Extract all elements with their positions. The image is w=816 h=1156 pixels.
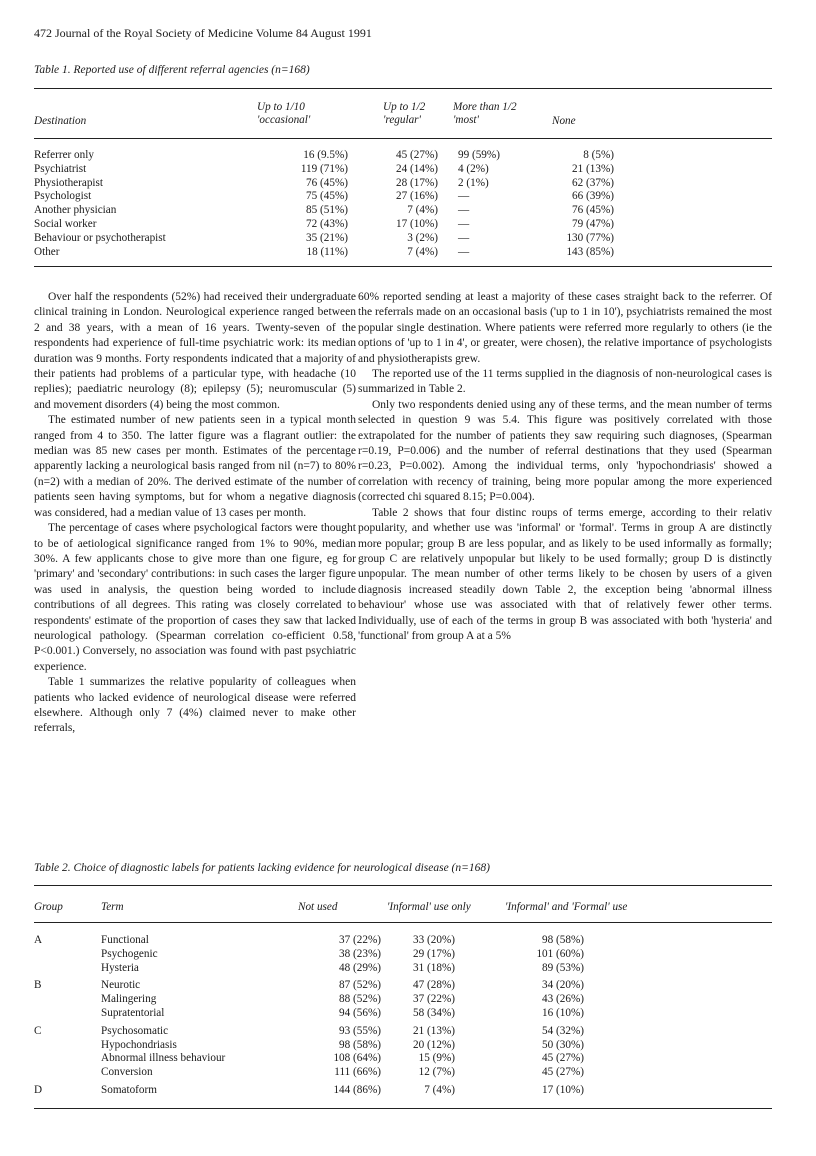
both-cell: 54 (32%) [542,1024,584,1037]
term-cell: Somatoform [101,1083,157,1096]
occasional-cell: 85 (51%) [306,204,348,217]
term-cell: Abnormal illness behaviour [101,1052,226,1065]
group-label-cell [34,948,101,962]
group-label-cell: B [34,979,42,992]
regular-cell: 27 (16%) [396,190,438,203]
occasional-cell: 18 (11%) [306,245,348,258]
table1-bottom-rule [34,266,772,267]
group-label-cell: C [34,1024,42,1037]
both-cell: 45 (27%) [542,1052,584,1065]
none-cell: 62 (37%) [572,176,614,189]
destination-cell: Referrer only [34,149,94,161]
table2-header-term: Term [101,901,124,913]
table1-header-occasional-1: Up to 1/10 [257,101,305,113]
regular-cell: 3 (2%) [407,231,438,244]
table2-row [34,1007,594,1021]
paragraph: Only two respondents denied using any of these terms, and the mean number of terms selected in question 9 was 5.4. This figure was positively correlated with those extrapolated for the number of patients they saw requiring such diagnoses, (Spearman r=0.19, P=0.006) and the number of referral destinations that they used (Spearman r=0.23, P=0.002). Among the individual terms, only 'hypochondriasis' showed a correlation with recency of training, being more popular among the more experienced (corrected chi squared 8.15; P=0.004). [358,398,772,504]
group-label-cell [34,993,101,1007]
not-used-cell: 98 (58%) [339,1038,381,1051]
most-cell: — [458,204,470,217]
none-cell: 79 (47%) [572,217,614,230]
regular-cell: 17 (10%) [396,217,438,230]
group-label-cell [34,1039,101,1053]
none-cell: 130 (77%) [566,231,614,244]
table1-header-regular-2: 'regular' [383,114,421,126]
table1-row [34,232,614,246]
term-cell: Hypochondriasis [101,1038,177,1051]
paragraph: Table 1 summarizes the relative popularity of colleagues when patients who lacked evidence of neurological disease were referred elsewhere. Although only 7 (4%) claimed never to make other referrals, [34,676,356,735]
paragraph: The percentage of cases where psychological factors were thought to be of aetiological significance ranged from 1% to 90%, median 30%. A few applicants chose to give more than one figure, eg for 'primary' and 'secondary' contributions: in such cases the larger figure was used in analysis, the question being worded to include contributions of all degrees. This rating was closely correlated to respondents' estimate of the proportion of cases they saw that lacked neurological pathology. (Spearman correlation co-efficient 0.58, P<0.001.) Conversely, no association was found with past psychiatric experience. [34,522,356,673]
table1-header-most-1: More than 1/2 [453,101,517,113]
table1-header-rule [34,138,772,139]
both-cell: 98 (58%) [542,934,584,946]
informal-cell: 21 (13%) [413,1024,455,1037]
occasional-cell: 35 (21%) [306,231,348,244]
not-used-cell: 38 (23%) [339,947,381,960]
term-cell: Malingering [101,993,157,1006]
table2 [34,934,594,1098]
regular-cell: 7 (4%) [407,245,438,258]
most-cell: — [458,190,470,203]
table2-header-not-used: Not used [298,901,338,913]
occasional-cell: 76 (45%) [306,176,348,189]
table1-header-most-2: 'most' [453,114,479,126]
both-cell: 34 (20%) [542,979,584,992]
both-cell: 43 (26%) [542,993,584,1006]
destination-cell: Psychiatrist [34,162,87,175]
table2-row [34,948,594,962]
table1 [34,149,614,259]
table2-row [34,1066,594,1080]
informal-cell: 37 (22%) [413,993,455,1006]
table2-caption: Table 2. Choice of diagnostic labels for patients lacking evidence for neurological disease (n=168) [34,862,490,874]
table1-header-none: None [552,115,576,127]
paragraph: Table 2 shows that four distinc roups of terms emerge, according to their relativ popularity, and whether use was 'informal' or 'formal'. Terms in group A are distinctly more popular; group B are less popular, and as likely to be used informally as formally; group C are relatively unpopular but likely to be used formally; group D is distinctly unpopular. The mean number of other terms likely to be chosen by users of a given diagnosis increased steadily down Table 2, the exception being 'abnormal illness behaviour' whose use was associated with that of relatively fewer other terms. Individually, use of each of the terms in group B was associated with both 'hysteria' and 'functional' from group A at a 5% [358,506,772,642]
table2-row [34,1080,594,1098]
most-cell: — [458,231,470,244]
both-cell: 101 (60%) [536,947,584,960]
term-cell: Conversion [101,1066,153,1079]
group-label-cell [34,1052,101,1066]
both-cell: 17 (10%) [542,1083,584,1096]
none-cell: 66 (39%) [572,190,614,203]
informal-cell: 15 (9%) [418,1052,455,1065]
running-header: 472 Journal of the Royal Society of Medicine Volume 84 August 1991 [34,26,372,40]
not-used-cell: 108 (64%) [333,1052,381,1065]
table2-row [34,993,594,1007]
table2-header-informal: 'Informal' use only [387,901,471,913]
table2-bottom-rule [34,1108,772,1109]
table2-row [34,1052,594,1066]
regular-cell: 7 (4%) [407,204,438,217]
table2-header-group: Group [34,901,63,913]
destination-cell: Other [34,245,60,258]
informal-cell: 20 (12%) [413,1038,455,1051]
not-used-cell: 111 (66%) [334,1066,381,1079]
occasional-cell: 119 (71%) [300,162,348,175]
informal-cell: 31 (18%) [413,961,455,974]
informal-cell: 7 (4%) [424,1083,455,1096]
table2-header-rule [34,922,772,923]
destination-cell: Another physician [34,204,117,217]
destination-cell: Social worker [34,217,97,230]
not-used-cell: 94 (56%) [339,1006,381,1019]
paragraph: Over half the respondents (52%) had received their undergraduate clinical training in London. Neurological experience ranged between 2 and 38 years, with a mean of 16 years. Twenty-seven of the respondents had experience of full-time psychiatric work: its median duration was 9 months. Forty respondents indicated that a majority of their patients had problems of a particular type, with headache (10 replies); paediatric neurology (8); epilepsy (5); neuromuscular (5) and movement disorders (4) being the most common. [34,291,356,411]
informal-cell: 33 (20%) [413,934,455,946]
not-used-cell: 93 (55%) [339,1024,381,1037]
table1-row [34,149,614,163]
term-cell: Psychogenic [101,947,158,960]
group-label-cell: D [34,1083,43,1096]
not-used-cell: 37 (22%) [339,934,381,946]
term-cell: Neurotic [101,979,141,992]
destination-cell: Physiotherapist [34,176,103,189]
term-cell: Psychosomatic [101,1024,169,1037]
paragraph: The reported use of the 11 terms supplied in the diagnosis of non-neurological cases is summarized in Table 2. [358,368,772,396]
table2-top-rule [34,885,772,886]
table1-top-rule [34,88,772,89]
term-cell: Hysteria [101,961,139,974]
paragraph: The estimated number of new patients seen in a typical month ranged from 4 to 350. The latter figure was a flagrant outlier: the median was 85 new cases per month. Estimates of the percentage apparently lacking a neurological basis ranged from nil (n=7) to 80% (n=2) with a median of 20%. The derived estimate of the number of patients seen having symptoms, but for whom a negative diagnosis was considered, had a median value of 13 cases per month. [34,414,356,519]
informal-cell: 47 (28%) [413,979,455,992]
table2-row [34,934,594,948]
none-cell: 76 (45%) [572,204,614,217]
table1-row [34,204,614,218]
most-cell: 99 (59%) [458,149,500,161]
not-used-cell: 87 (52%) [339,979,381,992]
both-cell: 16 (10%) [542,1006,584,1019]
occasional-cell: 72 (43%) [306,217,348,230]
group-label-cell [34,1066,101,1080]
regular-cell: 24 (14%) [396,162,438,175]
table1-row [34,218,614,232]
table1-header-occasional-2: 'occasional' [257,114,311,126]
body-right-column [358,290,772,644]
informal-cell: 12 (7%) [418,1066,455,1079]
table1-caption: Table 1. Reported use of different referral agencies (n=168) [34,64,310,76]
group-label-cell: A [34,934,43,946]
body-left-column [34,290,356,737]
most-cell: — [458,217,470,230]
table1-row [34,246,614,260]
destination-cell: Psychologist [34,190,92,203]
table2-header-both: 'Informal' and 'Formal' use [505,901,628,913]
group-label-cell [34,1007,101,1021]
table2-row [34,975,594,993]
term-cell: Functional [101,934,149,946]
regular-cell: 28 (17%) [396,176,438,189]
table2-row [34,962,594,976]
none-cell: 143 (85%) [566,245,614,258]
table2-row [34,1021,594,1039]
term-cell: Supratentorial [101,1006,165,1019]
informal-cell: 29 (17%) [413,947,455,960]
occasional-cell: 75 (45%) [306,190,348,203]
occasional-cell: 16 (9.5%) [303,149,348,161]
table1-row [34,190,614,204]
table1-row [34,177,614,191]
not-used-cell: 144 (86%) [333,1083,381,1096]
table2-row [34,1039,594,1053]
both-cell: 50 (30%) [542,1038,584,1051]
table1-header-destination: Destination [34,115,87,127]
table1-header-regular-1: Up to 1/2 [383,101,426,113]
none-cell: 21 (13%) [572,162,614,175]
table1-row [34,163,614,177]
most-cell: 4 (2%) [458,162,489,175]
group-label-cell [34,962,101,976]
paragraph: 60% reported sending at least a majority of these cases straight back to the referrer. Of the referrals made on an occasional basis ('up to 1 in 10'), psychiatrists remained the most popular single destination. Where patients were referred more regularly to others (ie the options of 'up to 1 in 4', or greater, were chosen), the relative importance of psychologists and physiotherapists grew. [358,291,772,365]
destination-cell: Behaviour or psychotherapist [34,231,166,244]
both-cell: 89 (53%) [542,961,584,974]
not-used-cell: 48 (29%) [339,961,381,974]
regular-cell: 45 (27%) [396,149,438,161]
most-cell: 2 (1%) [458,176,489,189]
informal-cell: 58 (34%) [413,1006,455,1019]
table2-body [34,934,594,1098]
most-cell: — [458,245,470,258]
none-cell: 8 (5%) [583,149,614,161]
both-cell: 45 (27%) [542,1066,584,1079]
not-used-cell: 88 (52%) [339,993,381,1006]
table1-body [34,149,614,259]
